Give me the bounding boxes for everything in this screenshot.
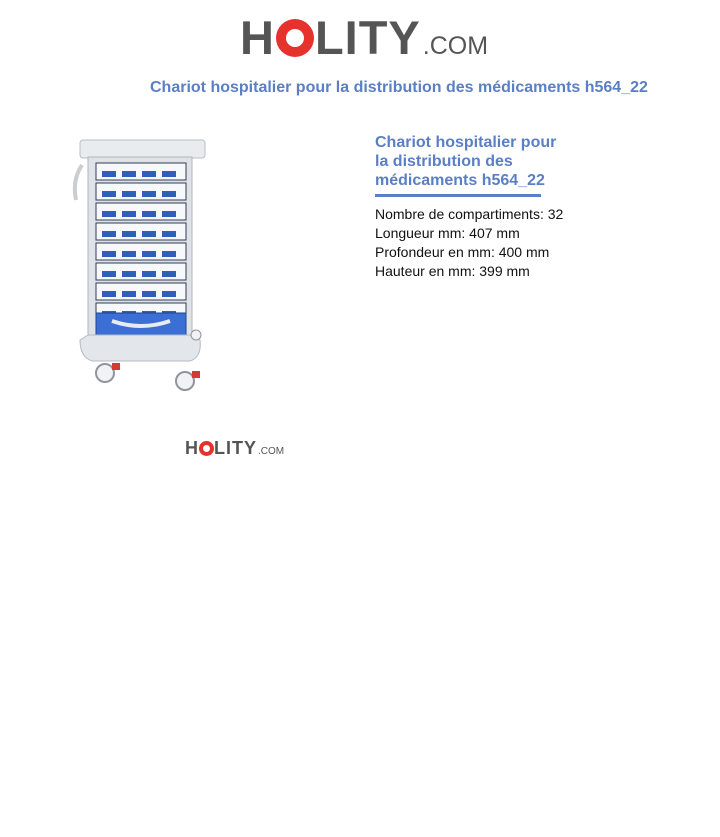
logo-o-icon — [276, 19, 314, 57]
holity-logo-small — [185, 437, 284, 459]
spec-height: Hauteur en mm: 399 mm — [375, 263, 530, 279]
product-heading-line: la distribution des — [375, 153, 513, 170]
logo-small-suffix: .COM — [258, 446, 285, 457]
product-specs — [375, 205, 563, 281]
logo-small-o-icon — [199, 441, 214, 456]
product-image — [70, 135, 210, 395]
logo-small-text-h: H — [185, 438, 199, 458]
logo-text-h: H — [240, 11, 275, 64]
logo-suffix: .COM — [422, 32, 489, 60]
holity-logo[interactable] — [240, 10, 488, 66]
product-heading-line: Chariot hospitalier pour — [375, 134, 557, 151]
product-heading-line: médicaments h564_22 — [375, 172, 545, 189]
spec-length: Longueur mm: 407 mm — [375, 225, 520, 241]
logo-small-text-lity: LITY — [214, 438, 257, 458]
page-title: Chariot hospitalier pour la distribution des médicaments h564_22 — [150, 79, 648, 96]
spec-depth: Profondeur en mm: 400 mm — [375, 244, 550, 260]
logo-text-lity: LITY — [314, 11, 421, 64]
spec-compartments: Nombre de compartiments: 32 — [375, 206, 564, 222]
product-heading — [375, 133, 575, 190]
heading-underline — [375, 194, 541, 197]
